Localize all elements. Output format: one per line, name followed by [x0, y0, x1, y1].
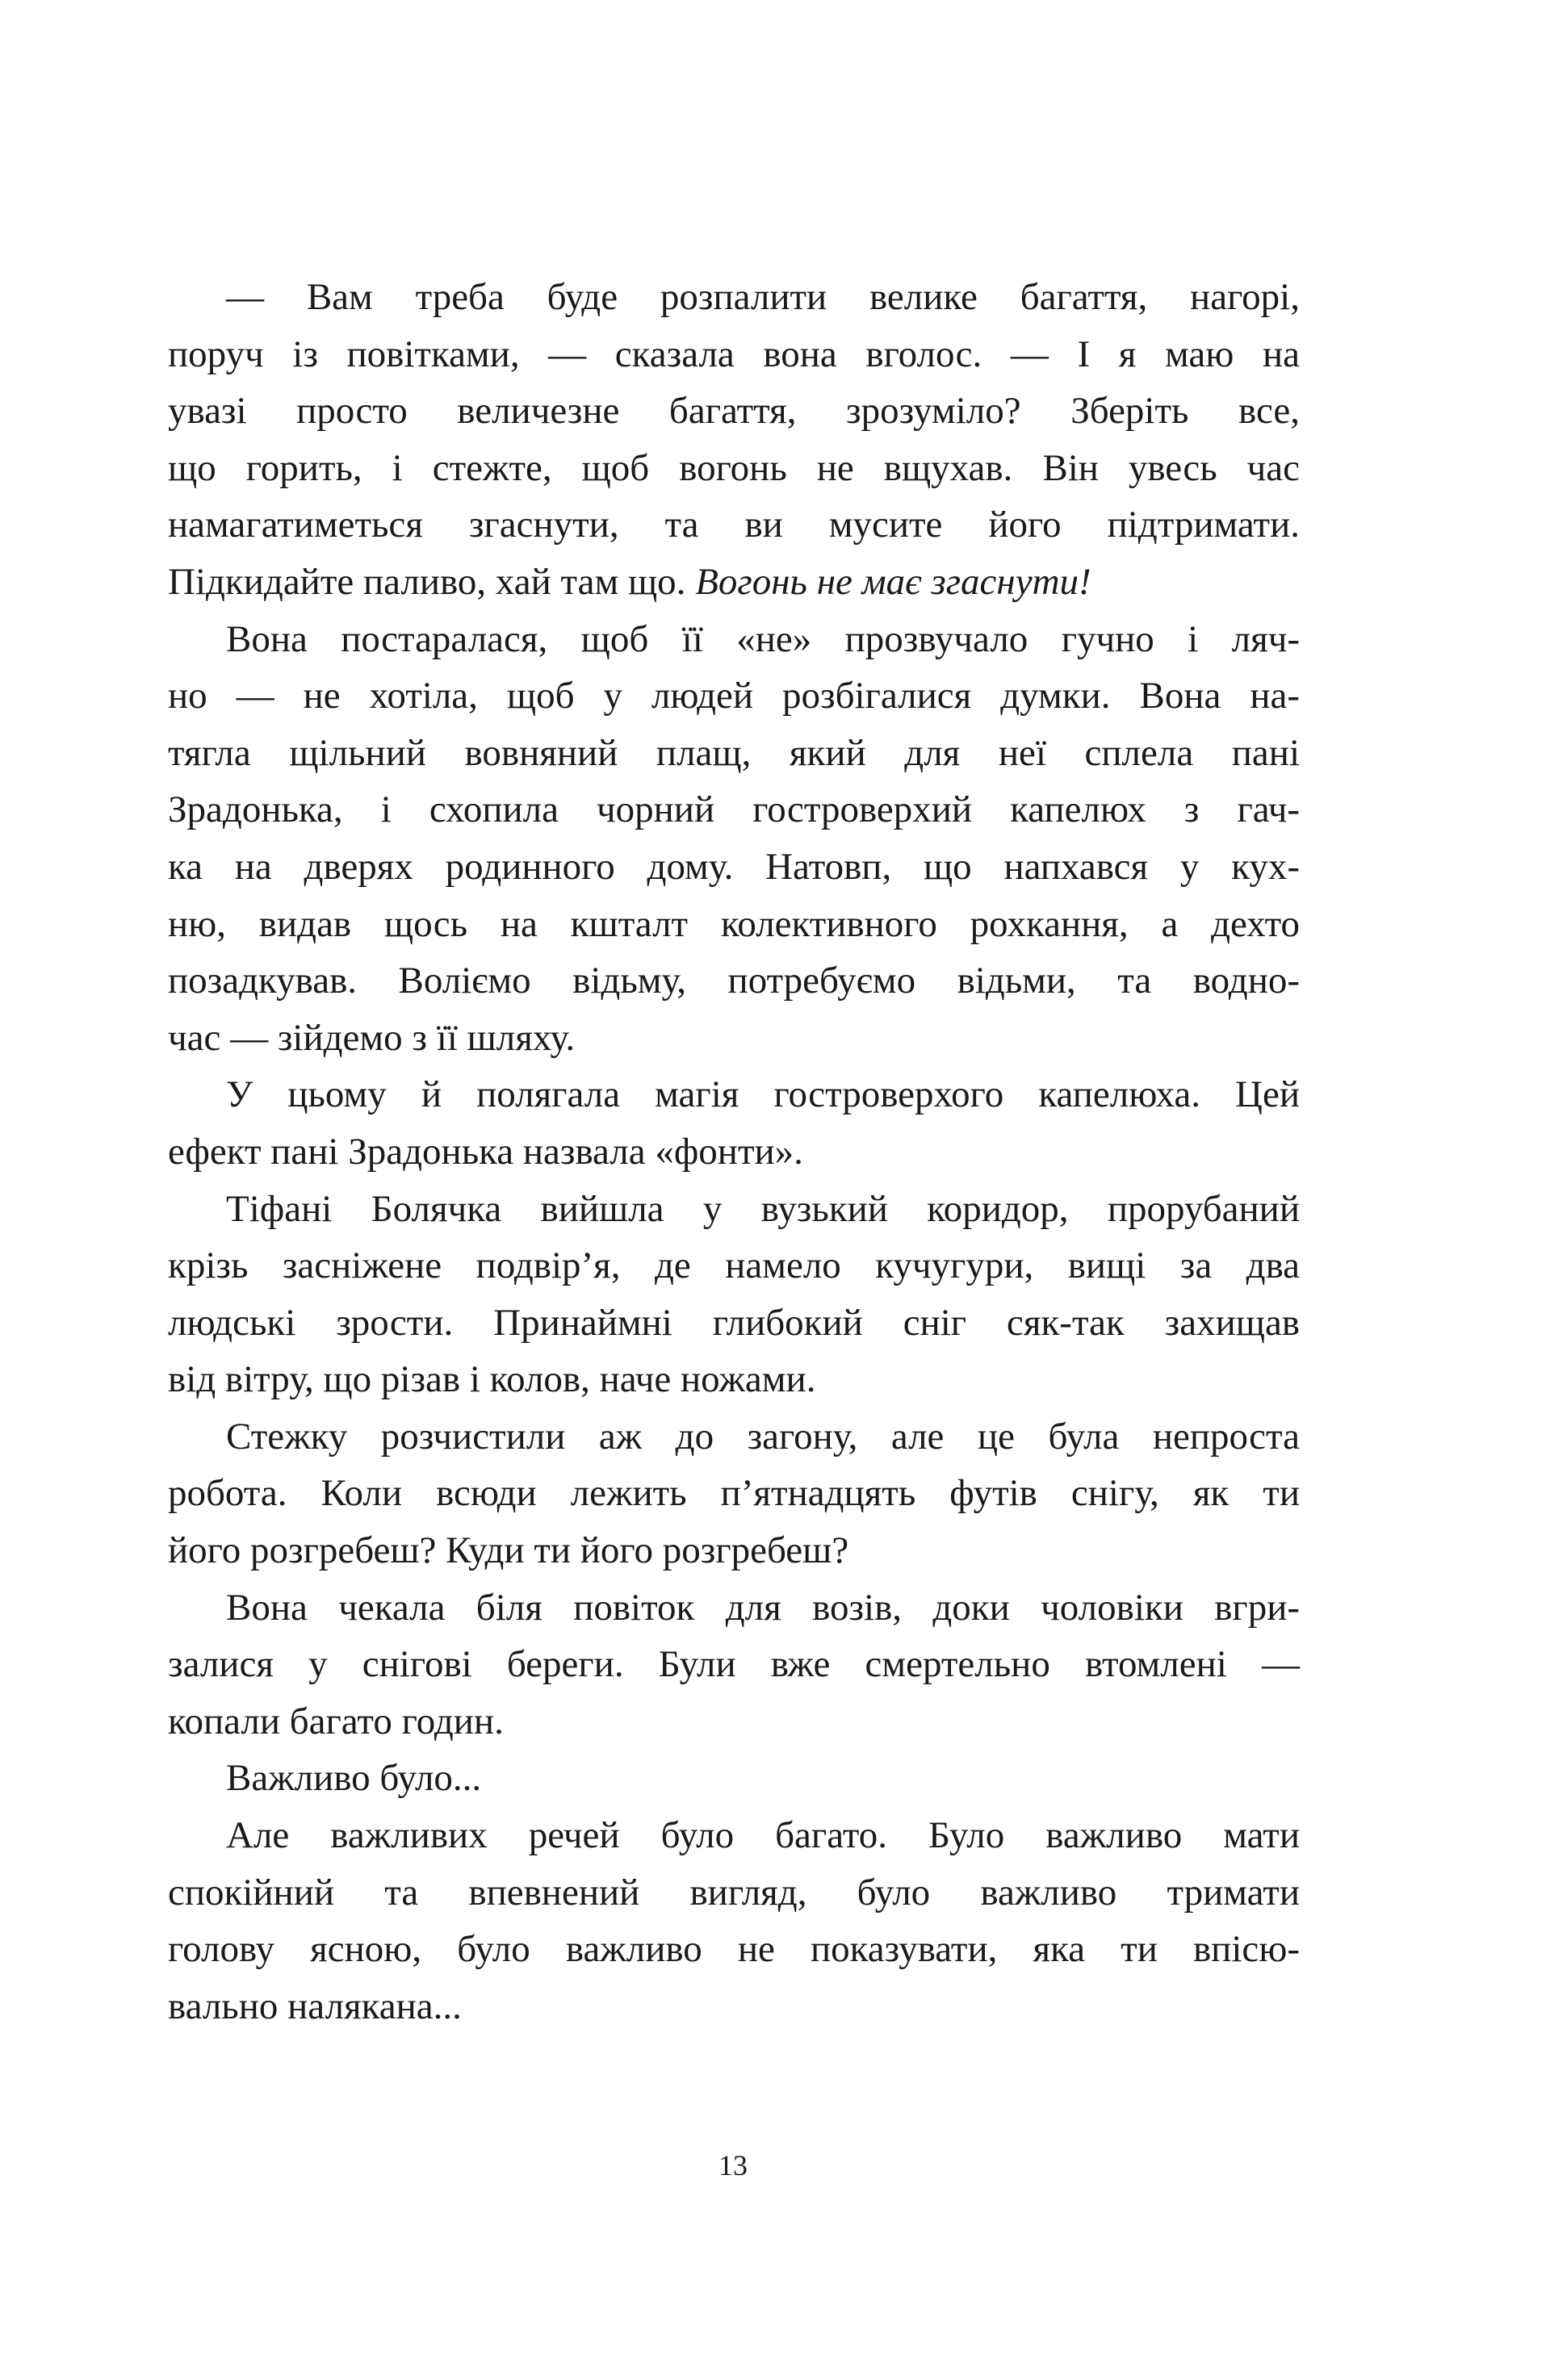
- line-text: що горить, і стежте, щоб вогонь не вщухав. Він увесь час: [168, 446, 1300, 489]
- line-text: увазі просто величезне багаття, зрозуміло? Зберіть все,: [168, 390, 1300, 433]
- line-text: Але важливих речей було багато. Було важливо мати: [226, 1814, 1300, 1857]
- text-line: [168, 440, 1300, 497]
- line-text: час — зійдемо з її шляху.: [168, 1016, 576, 1059]
- text-line: [168, 896, 1300, 953]
- text-line: [168, 326, 1300, 383]
- line-text: ка на дверях родинного дому. Натовп, що напхався у кух-: [168, 845, 1300, 888]
- text-line: [168, 1579, 1300, 1637]
- line-text: позадкував. Воліємо відьму, потребуємо відьми, та водно-: [168, 960, 1300, 1002]
- text-line: [168, 1010, 1300, 1067]
- line-text: поруч із повітками, — сказала вона вголос. — І я маю на: [168, 333, 1300, 375]
- text-line: [168, 554, 1300, 611]
- line-text: намагатиметься згаснути, та ви мусите його підтримати.: [168, 504, 1300, 546]
- line-text: Тіфані Болячка вийшла у вузький коридор, прорубаний: [226, 1187, 1300, 1230]
- text-line: [168, 1750, 1300, 1807]
- line-text: спокійний та впевнений вигляд, було важливо тримати: [168, 1871, 1300, 1914]
- line-text: від вітру, що різав і колов, наче ножами.: [168, 1358, 816, 1401]
- text-line: [168, 1295, 1300, 1352]
- italic-text: Вогонь не має згаснути!: [695, 560, 1091, 603]
- text-line: [168, 667, 1300, 725]
- text-line: [168, 383, 1300, 440]
- page-number: 13: [718, 2149, 748, 2181]
- paragraph: [168, 611, 1300, 1067]
- line-text: копали багато годин.: [168, 1700, 504, 1742]
- paragraph: [168, 1181, 1300, 1408]
- paragraph: [168, 1807, 1300, 2035]
- line-text: людські зрости. Принаймні глибокий сніг сяк-так захищав: [168, 1301, 1300, 1344]
- text-line: [168, 1351, 1300, 1408]
- text-line: [168, 952, 1300, 1010]
- text-line: [168, 269, 1300, 326]
- text-line: [168, 1807, 1300, 1864]
- line-text: ефект пані Зрадонька назвала «фонти».: [168, 1130, 803, 1173]
- line-text: тягла щільний вовняний плащ, який для неї сплела пані: [168, 731, 1300, 774]
- paragraph: [168, 1579, 1300, 1750]
- paragraph: [168, 269, 1300, 611]
- body-text: [168, 269, 1300, 2035]
- text-line: [168, 781, 1300, 839]
- line-text: но — не хотіла, щоб у людей розбігалися думки. Вона на-: [168, 675, 1300, 717]
- line-text: — Вам треба буде розпалити велике багаття, нагорі,: [226, 276, 1300, 318]
- paragraph: [168, 1750, 1300, 1807]
- text-line: [168, 839, 1300, 896]
- text-line: [168, 1465, 1300, 1522]
- line-text: Вона чекала біля повіток для возів, доки чоловіки вгри-: [226, 1586, 1300, 1629]
- text-line: [168, 1066, 1300, 1123]
- paragraph: [168, 1408, 1300, 1579]
- line-text: Важливо було...: [226, 1757, 482, 1800]
- line-text: Підкидайте паливо, хай там що.: [168, 560, 696, 603]
- text-line: [168, 1408, 1300, 1466]
- text-line: [168, 1636, 1300, 1693]
- line-text: голову ясною, було важливо не показувати, яка ти впісю-: [168, 1928, 1300, 1971]
- line-text: залися у снігові береги. Були вже смертельно втомлені —: [168, 1643, 1300, 1686]
- line-text: Стежку розчистили аж до загону, але це була непроста: [226, 1415, 1300, 1458]
- text-line: [168, 611, 1300, 668]
- line-text: У цьому й полягала магія гостроверхого капелюха. Цей: [226, 1073, 1300, 1116]
- line-text: крізь засніжене подвір’я, де намело кучугури, вищі за два: [168, 1244, 1300, 1287]
- line-text: вально налякана...: [168, 1985, 462, 2027]
- text-line: [168, 725, 1300, 782]
- text-line: [168, 1978, 1300, 2035]
- text-line: [168, 1864, 1300, 1922]
- text-line: [168, 1181, 1300, 1238]
- line-text: його розгребеш? Куди ти його розгребеш?: [168, 1529, 849, 1572]
- line-text: ню, видав щось на кшталт колективного рохкання, а дехто: [168, 902, 1300, 945]
- text-line: [168, 1522, 1300, 1579]
- line-text: Зрадонька, і схопила чорний гостроверхий капелюх з гач-: [168, 788, 1300, 831]
- text-line: [168, 1237, 1300, 1295]
- line-text: робота. Коли всюди лежить п’ятнадцять футів снігу, як ти: [168, 1472, 1300, 1515]
- line-text: Вона постаралася, щоб її «не» прозвучало гучно і ляч-: [226, 617, 1300, 660]
- text-line: [168, 1921, 1300, 1978]
- text-line: [168, 1693, 1300, 1750]
- text-line: [168, 1123, 1300, 1181]
- text-line: [168, 496, 1300, 554]
- paragraph: [168, 1066, 1300, 1180]
